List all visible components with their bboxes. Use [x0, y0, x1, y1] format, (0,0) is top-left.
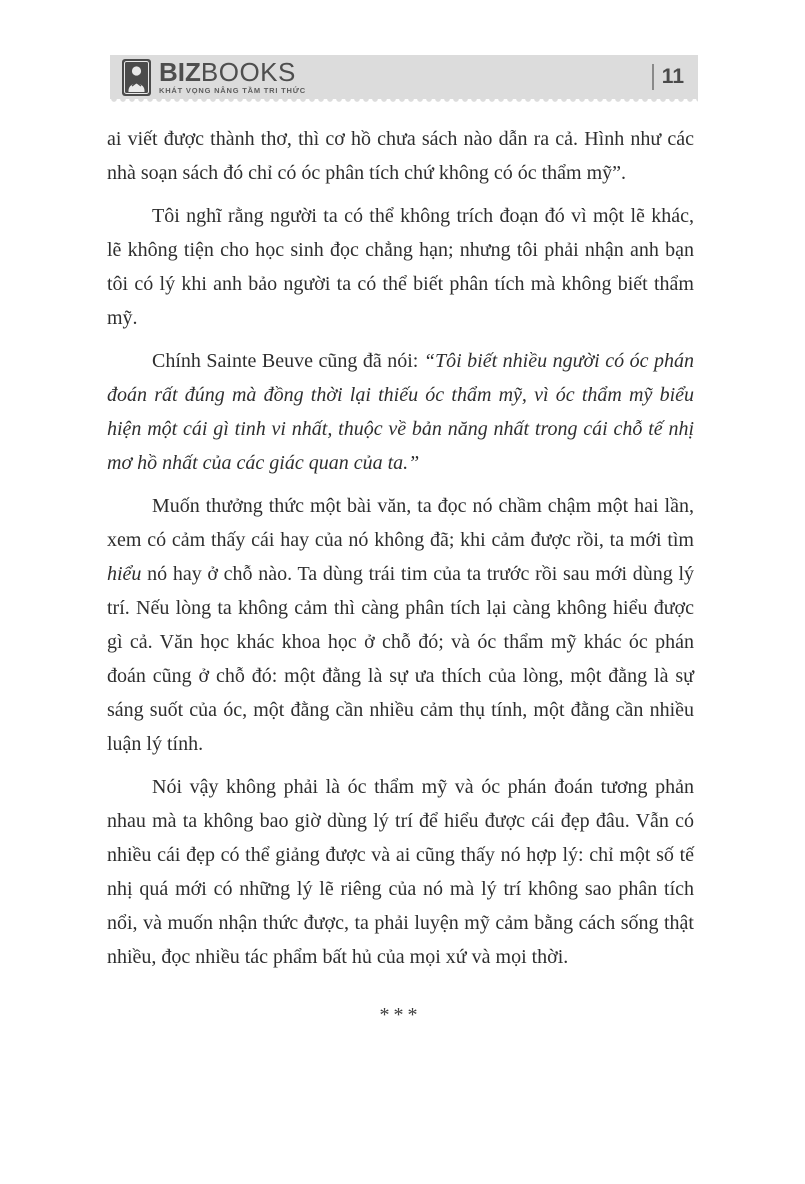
paragraph-2: Tôi nghĩ rằng người ta có thể không trích đoạn đó vì một lẽ khác, lẽ không tiện cho học sinh đọc chẳng hạn; nhưng tôi phải nhận anh bạn tôi có lý khi anh bảo người ta có thể biết phân tích mà không biết thẩm mỹ.: [107, 205, 694, 329]
brand-wordmark-light: BOOKS: [200, 56, 296, 87]
bizbooks-logo: [122, 56, 306, 96]
quote-italic: “Tôi biết nhiều người có óc phán đoán rất đúng mà đồng thời lại thiếu óc thẩm mỹ, vì óc thẩm mỹ biểu hiện một cái gì tinh vi nhất, thuộc về bản năng nhất trong cái chỗ tế nhị mơ hồ nhất của các giác quan của ta.”: [107, 350, 694, 474]
paragraph-5: Nói vậy không phải là óc thẩm mỹ và óc phán đoán tương phản nhau mà ta không bao giờ dùng lý trí để hiểu được cái đẹp đâu. Vẫn có nhiều cái đẹp có thể giảng được và ai cũng thấy nó hợp lý: chỉ một số tế nhị quá mới có những lý lẽ riêng của nó mà lý trí không sao phân tích nổi, và muốn nhận thức được, ta phải luyện mỹ cảm bằng cách sống thật nhiều, đọc nhiều tác phẩm bất hủ của mọi xứ và mọi thời.: [107, 776, 694, 968]
paragraph-4-run-b: nó hay ở chỗ nào. Ta dùng trái tim của ta trước rồi sau mới dùng lý trí. Nếu lòng ta không cảm thì càng phân tích lại càng không hiểu được gì cả. Văn học khác khoa học ở chỗ đó; và óc thẩm mỹ khác óc phán đoán cũng ở chỗ đó: một đằng là sự ưa thích của lòng, một đằng là sự sáng suốt của óc, một đằng cần nhiều cảm thụ tính, một đằng cần nhiều luận lý tính.: [107, 563, 694, 755]
paragraph-4-emphasis: hiểu: [107, 563, 142, 585]
brand-text: [159, 56, 306, 95]
paragraph-4: [107, 489, 694, 761]
page-number: [652, 64, 684, 90]
paragraph-1: ai viết được thành thơ, thì cơ hồ chưa sách nào dẫn ra cả. Hình như các nhà soạn sách đó chỉ có óc phân tích chứ không có óc thẩm mỹ”.: [107, 128, 694, 184]
page-text: [107, 122, 694, 1032]
paragraph-4-run-a: Muốn thưởng thức một bài văn, ta đọc nó chầm chậm một hai lần, xem có cảm thấy cái hay của nó không đã; khi cảm được rồi, ta mới tìm: [107, 495, 694, 551]
brand-wordmark-bold: BIZ: [159, 56, 201, 87]
page-number-divider: [652, 64, 654, 90]
header-band: [110, 55, 698, 99]
paragraph-3: [107, 344, 694, 480]
page-number-value: 11: [661, 65, 684, 88]
brand-tagline: KHÁT VỌNG NÂNG TẦM TRI THỨC: [159, 85, 306, 95]
book-person-icon: [122, 59, 151, 96]
section-separator: ***: [379, 1004, 422, 1026]
quote-lead: Chính Sainte Beuve cũng đã nói:: [152, 350, 424, 372]
brand-wordmark: [159, 56, 306, 87]
